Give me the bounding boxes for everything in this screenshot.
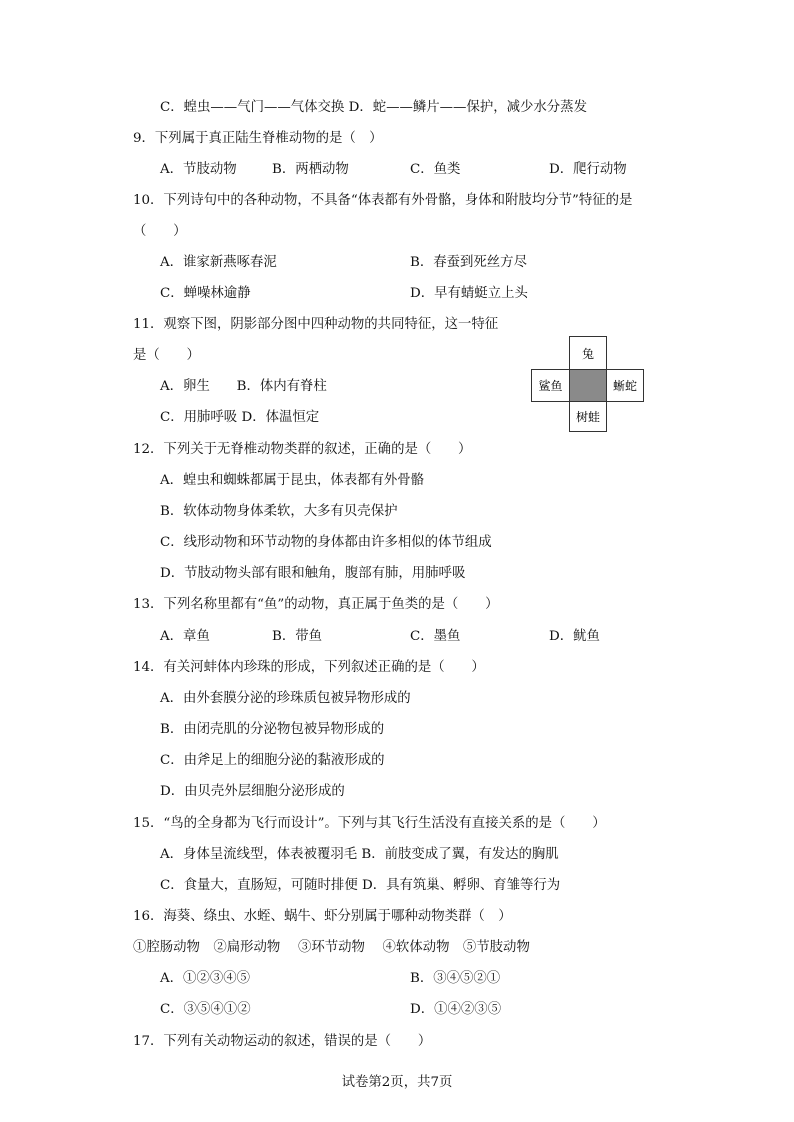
- q9-option-c: C．鱼类: [410, 162, 461, 177]
- q13-option-b: B．带鱼: [272, 629, 323, 644]
- q9-option-d: D．爬行动物: [549, 162, 627, 177]
- q9-option-a: A．节肢动物: [160, 162, 237, 177]
- question-11-cont: 是（ ）: [133, 348, 200, 363]
- q10-option-d: D．早有蜻蜓立上头: [410, 286, 528, 301]
- q16-categories: ①腔肠动物 ②扁形动物 ③环节动物 ④软体动物 ⑤节肢动物: [133, 940, 530, 955]
- q16-option-c: C．③⑤④①②: [160, 1002, 251, 1017]
- figure-cell-top: 兔: [569, 336, 607, 370]
- question-10-blank: （ ）: [133, 224, 187, 239]
- page-footer: 试卷第2页，共7页: [341, 1075, 453, 1090]
- q9-option-b: B．两栖动物: [272, 162, 349, 177]
- question-14: 14．有关河蚌体内珍珠的形成，下列叙述正确的是（ ）: [133, 660, 485, 675]
- figure-cell-bottom: 树蛙: [569, 401, 607, 432]
- q14-option-d: D．由贝壳外层细胞分泌形成的: [160, 784, 345, 799]
- q13-option-d: D．鱿鱼: [549, 629, 600, 644]
- figure-cell-left: 鲨鱼: [531, 369, 570, 402]
- q12-option-a: A．蝗虫和蜘蛛都属于昆虫，体表都有外骨骼: [160, 473, 425, 488]
- q10-option-c: C．蝉噪林逾静: [160, 286, 251, 301]
- question-17: 17．下列有关动物运动的叙述，错误的是（ ）: [133, 1034, 432, 1049]
- q15-options-cd: C．食量大，直肠短，可随时排便 D．具有筑巢、孵卵、育雏等行为: [160, 878, 561, 893]
- q10-option-a: A．谁家新燕啄春泥: [160, 255, 277, 270]
- question-12: 12．下列关于无脊椎动物类群的叙述，正确的是（ ）: [133, 442, 472, 457]
- question-9: 9．下列属于真正陆生脊椎动物的是（ ）: [133, 131, 383, 146]
- q13-option-a: A．章鱼: [160, 629, 210, 644]
- question-13: 13．下列名称里都有“鱼”的动物，真正属于鱼类的是（ ）: [133, 597, 499, 612]
- q12-option-c: C．线形动物和环节动物的身体都由许多相似的体节组成: [160, 535, 492, 550]
- q16-option-a: A．①②③④⑤: [160, 971, 251, 986]
- q11-options-cd: C．用肺呼吸 D．体温恒定: [160, 410, 320, 425]
- q12-option-b: B．软体动物身体柔软，大多有贝壳保护: [160, 504, 398, 519]
- question-10: 10．下列诗句中的各种动物，不具备“体表都有外骨骼，身体和附肢均分节”特征的是: [133, 193, 633, 208]
- q16-option-d: D．①④②③⑤: [410, 1002, 502, 1017]
- figure-shaded-center: [569, 369, 607, 402]
- q15-options-ab: A．身体呈流线型，体表被覆羽毛 B．前肢变成了翼，有发达的胸肌: [160, 847, 559, 862]
- q10-option-b: B．春蚕到死丝方尽: [410, 255, 527, 270]
- option-line-c-d: C．蝗虫——气门——气体交换 D．蛇——鳞片——保护，减少水分蒸发: [160, 100, 587, 115]
- question-11: 11．观察下图，阴影部分图中四种动物的共同特征，这一特征: [133, 317, 499, 332]
- question-15: 15．“鸟的全身都为飞行而设计”。下列与其飞行生活没有直接关系的是（ ）: [133, 816, 606, 831]
- figure-cell-right: 蜥蛇: [606, 369, 644, 402]
- q12-option-d: D．节肢动物头部有眼和触角，腹部有肺，用肺呼吸: [160, 566, 466, 581]
- q14-option-c: C．由斧足上的细胞分泌的黏液形成的: [160, 753, 385, 768]
- q14-option-a: A．由外套膜分泌的珍珠质包被异物形成的: [160, 691, 411, 706]
- question-16: 16．海葵、绦虫、水蛭、蜗牛、虾分别属于哪种动物类群（ ）: [133, 909, 512, 924]
- q14-option-b: B．由闭壳肌的分泌物包被异物形成的: [160, 722, 385, 737]
- q13-option-c: C．墨鱼: [410, 629, 461, 644]
- q11-options-ab: A．卵生 B．体内有脊柱: [160, 379, 327, 394]
- q16-option-b: B．③④⑤②①: [410, 971, 501, 986]
